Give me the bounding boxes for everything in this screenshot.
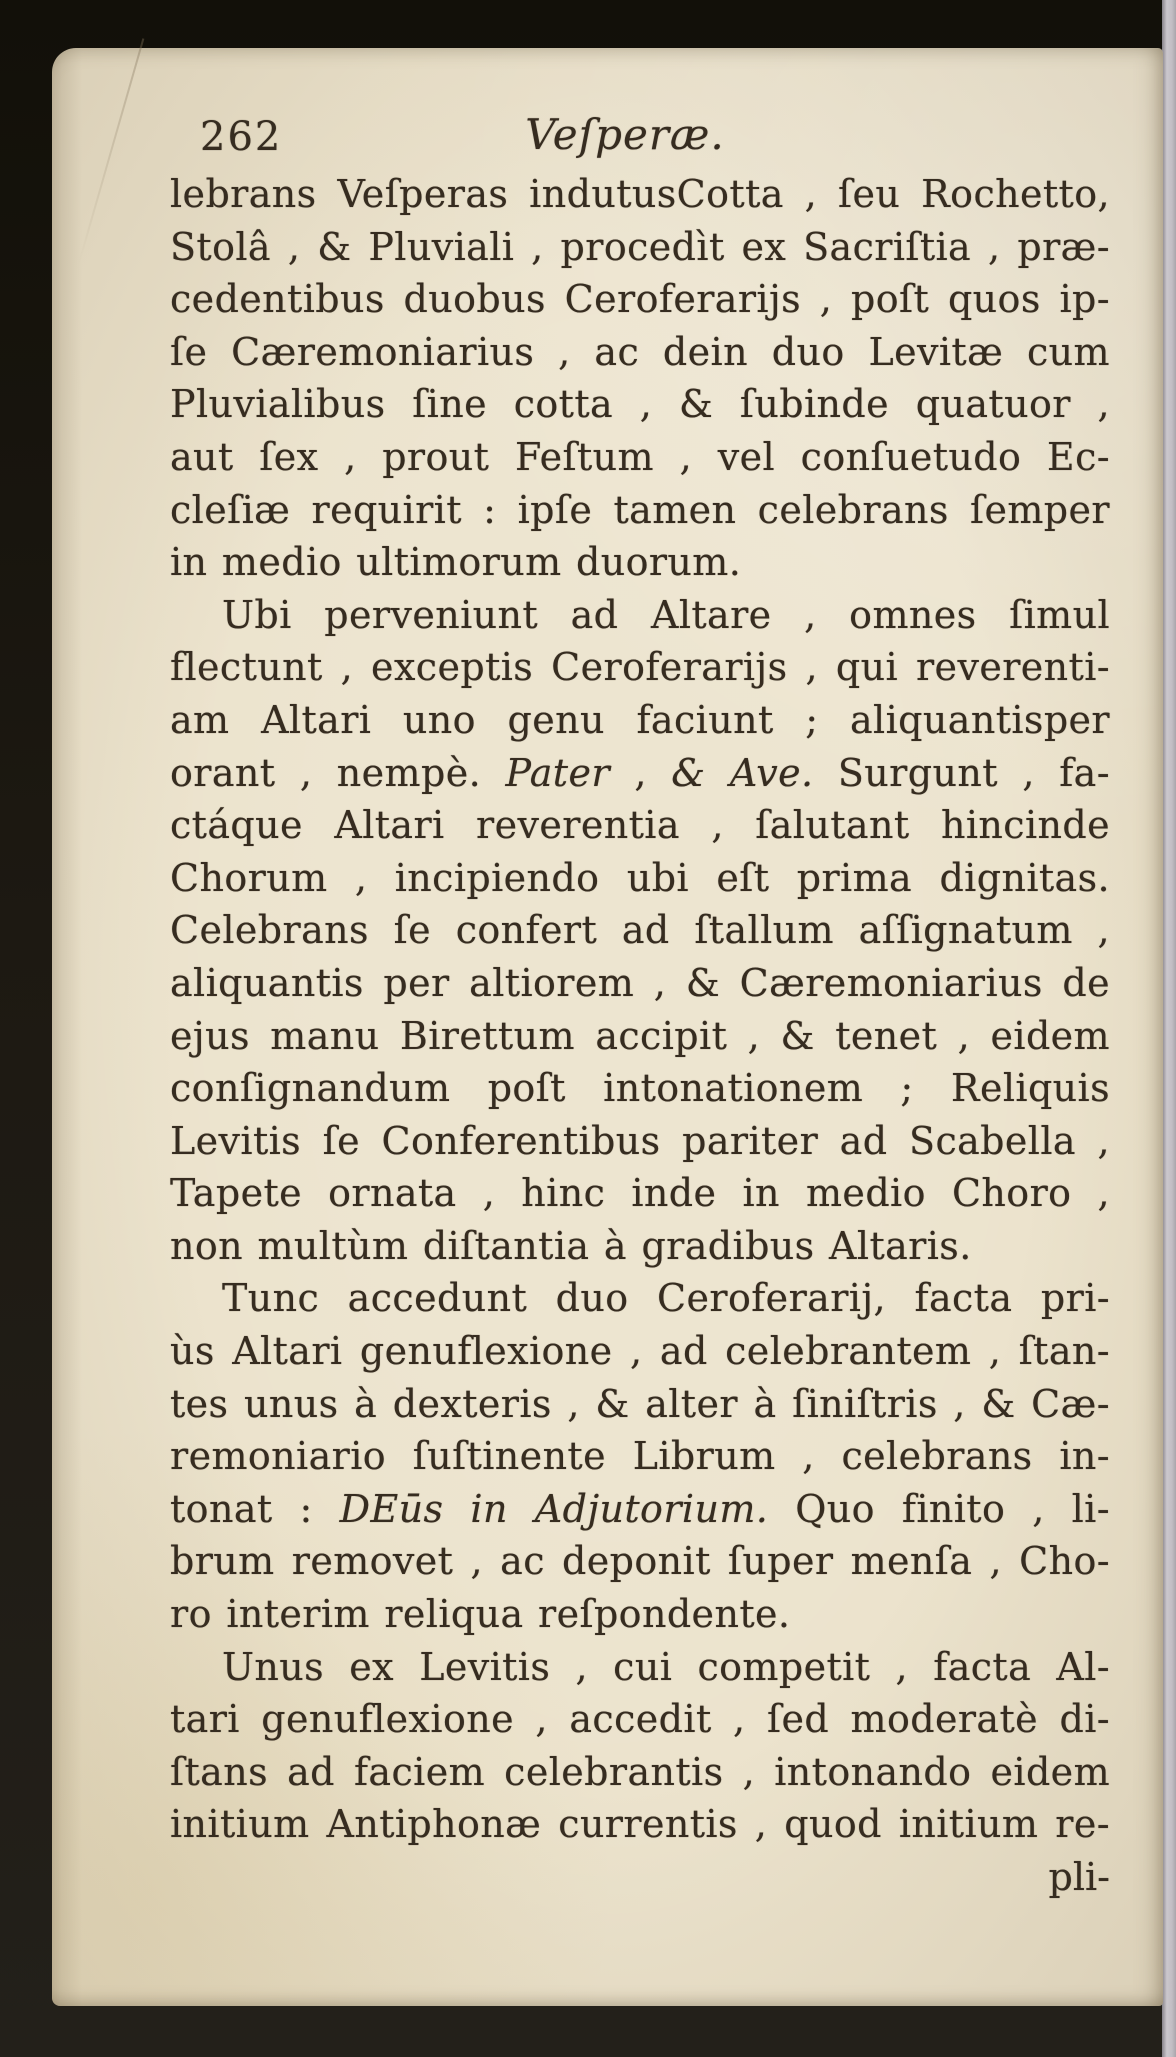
text-line [170,589,1110,642]
text-line [170,1325,1110,1378]
text-segment: Ubi perveniunt ad Altare , omnes ſimul [222,592,1110,637]
text-segment: am Altari uno genu faciunt ; aliquantisper [170,697,1110,742]
text-segment: Quo finito , li- [768,1486,1110,1531]
body-lines [170,168,1110,1851]
text-line [170,1798,1110,1851]
text-segment: in medio ultimorum duorum. [170,540,742,585]
catchword-row [170,1851,1110,1904]
text-segment: ctáque Altari reverentia , ſalutant hincinde [170,803,1110,848]
text-line [170,1378,1110,1431]
text-line [170,1430,1110,1483]
text-line [170,1272,1110,1325]
text-segment: remoniario ſuſtinente Librum , celebrans in- [170,1434,1110,1479]
text-line [170,747,1110,800]
text-line [170,1220,1110,1273]
text-segment: aut ſex , prout Feſtum , vel conſuetudo Ec- [170,434,1110,479]
text-line [170,431,1110,484]
page-header [170,110,1110,164]
text-segment: Pluvialibus ſine cotta , & ſubinde quatuor , [170,382,1110,427]
text-segment: tonat : [170,1486,340,1531]
text-segment: tari genuflexione , accedit , ſed moderatè di- [170,1697,1110,1742]
text-segment: ſe Cæremoniarius , ac dein duo Levitæ cum [170,329,1110,374]
text-line [170,1062,1110,1115]
text-segment: initium Antiphonæ currentis , quod initium re- [170,1802,1110,1847]
text-line [170,1641,1110,1694]
text-line [170,1010,1110,1063]
text-segment: ſtans ad faciem celebrantis , intonando eidem [170,1749,1110,1794]
text-line [170,378,1110,431]
text-segment: Tapete ornata , hinc inde in medio Choro , [170,1171,1110,1216]
text-segment: flectunt , exceptis Ceroferarijs , qui reverenti- [170,645,1110,690]
text-line [170,852,1110,905]
text-line [170,904,1110,957]
text-line [170,484,1110,537]
text-segment: Tunc accedunt duo Ceroferarij, facta pri- [222,1276,1110,1321]
text-line [170,326,1110,379]
text-line [170,799,1110,852]
text-segment: ro interim reliqua reſpondente. [170,1592,791,1637]
text-segment: ejus manu Birettum accipit , & tenet , eidem [170,1013,1110,1058]
text-line [170,221,1110,274]
text-segment: Stolâ , & Pluviali , procedìt ex Sacriſtia , præ- [170,224,1110,269]
text-segment: Chorum , incipiendo ubi eſt prima dignitas. [170,855,1110,900]
text-line [170,1167,1110,1220]
text-line [170,1693,1110,1746]
page-crease [78,38,145,264]
text-segment: ùs Altari genuflexione , ad celebrantem , ſtan- [170,1329,1110,1374]
text-line [170,641,1110,694]
text-segment: Unus ex Levitis , cui competit , facta Al- [222,1644,1110,1689]
text-line [170,1535,1110,1588]
page-number: 262 [200,114,283,160]
text-segment: tes unus à dexteris , & alter à ſiniſtris , & Cæ- [170,1381,1110,1426]
text-segment: Pater [505,750,610,795]
text-segment: cleſiæ requirit : ipſe tamen celebrans ſemper [170,487,1110,532]
text-line [170,1483,1110,1536]
text-segment: , [609,750,672,795]
text-segment: conſignandum poſt intonationem ; Reliquis [170,1066,1110,1111]
text-segment: lebrans Veſperas indutusCotta , ſeu Rochetto, [170,172,1110,216]
text-segment: & Ave. [671,750,814,795]
text-segment: DEūs in Adjutorium. [339,1486,769,1531]
text-line [170,168,1110,221]
text-line [170,1746,1110,1799]
text-line [170,957,1110,1010]
text-line [170,1588,1110,1641]
text-segment: non multùm diſtantia à gradibus Altaris. [170,1223,972,1268]
text-segment: Surgunt , fa- [813,750,1110,795]
scan-edge-strip [1162,0,1176,2057]
text-segment: orant , nempè. [170,750,506,795]
text-line [170,273,1110,326]
running-title: Veſperæ. [525,110,725,159]
text-segment: Celebrans ſe confert ad ſtallum aſſignatum , [170,908,1110,953]
book-page [52,48,1163,2006]
catchword: pli- [1048,1855,1110,1899]
text-line [170,536,1110,589]
text-segment: cedentibus duobus Ceroferarijs , poſt quos ip- [170,277,1110,322]
text-segment: brum removet , ac deponit ſuper menſa , Cho- [170,1539,1110,1584]
text-line [170,1115,1110,1168]
text-segment: Levitis ſe Conferentibus pariter ad Scabella , [170,1118,1110,1163]
text-line [170,694,1110,747]
text-segment: aliquantis per altiorem , & Cæremoniarius de [170,960,1110,1005]
